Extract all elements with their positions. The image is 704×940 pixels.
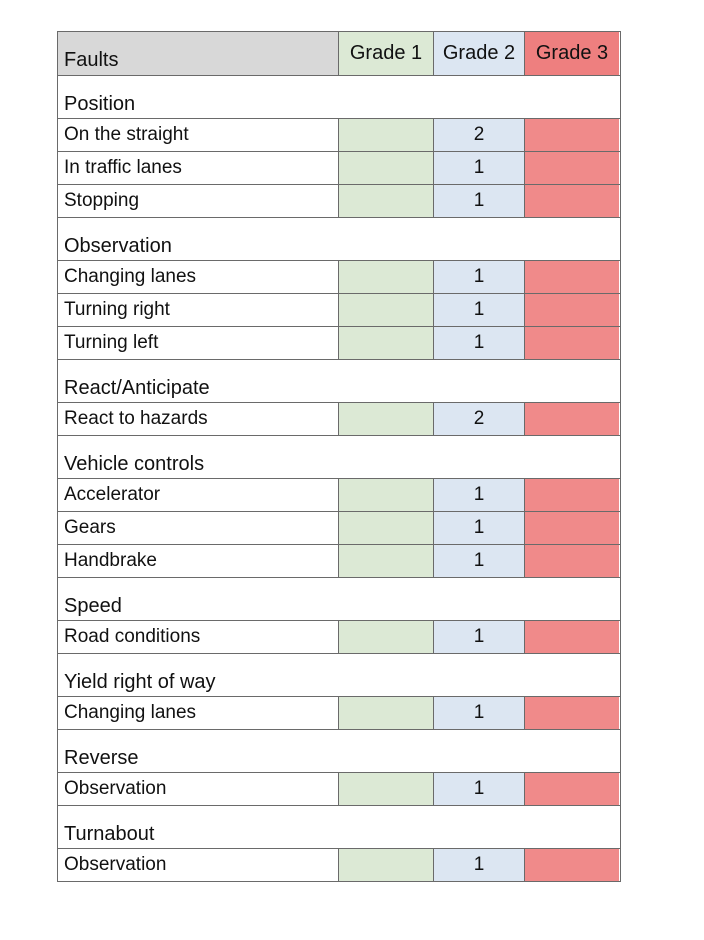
section-row [58,360,620,403]
grade-2-cell: 2 [434,403,525,435]
grade-1-cell [339,479,434,511]
table-row [58,261,620,294]
grade-2-cell: 1 [434,545,525,577]
section-title: Turnabout [64,823,155,845]
fault-label: Observation [58,773,339,805]
grade-3-cell [525,512,619,544]
fault-label: Road conditions [58,621,339,653]
section-title: Reverse [64,747,139,769]
fault-label: Changing lanes [58,261,339,293]
grade-3-cell [525,119,619,151]
table-row [58,294,620,327]
fault-label: Turning left [58,327,339,359]
grade-1-cell [339,119,434,151]
grade-2-cell: 2 [434,119,525,151]
grade-3-cell [525,327,619,359]
grade-1-cell [339,545,434,577]
section-row [58,654,620,697]
grade-1-cell [339,403,434,435]
header-grade-1: Grade 1 [339,32,434,75]
grade-3-cell [525,545,619,577]
grade-1-cell [339,849,434,881]
section-title: React/Anticipate [64,377,210,399]
grade-2-cell: 1 [434,294,525,326]
grade-2-cell: 1 [434,697,525,729]
grade-1-cell [339,773,434,805]
grade-2-cell: 1 [434,773,525,805]
fault-label: In traffic lanes [58,152,339,184]
grade-3-cell [525,152,619,184]
table-body [58,76,620,882]
table-row [58,152,620,185]
fault-label: Handbrake [58,545,339,577]
grade-3-cell [525,697,619,729]
section-row [58,806,620,849]
fault-label: React to hazards [58,403,339,435]
grade-1-cell [339,294,434,326]
table-header-row [58,32,620,76]
fault-label: Changing lanes [58,697,339,729]
table-row [58,621,620,654]
header-faults: Faults [58,32,339,75]
section-title: Speed [64,595,122,617]
grade-2-cell: 1 [434,512,525,544]
fault-label: Stopping [58,185,339,217]
grade-1-cell [339,621,434,653]
grade-3-cell [525,621,619,653]
grade-2-cell: 1 [434,261,525,293]
header-grade-3: Grade 3 [525,32,619,75]
grade-1-cell [339,185,434,217]
section-row [58,218,620,261]
grade-2-cell: 1 [434,185,525,217]
table-row [58,119,620,152]
table-row [58,545,620,578]
section-row [58,436,620,479]
grade-3-cell [525,294,619,326]
section-row [58,76,620,119]
grade-1-cell [339,512,434,544]
fault-label: Observation [58,849,339,881]
table-row [58,479,620,512]
grade-3-cell [525,479,619,511]
fault-label: Accelerator [58,479,339,511]
table-row [58,327,620,360]
grade-3-cell [525,773,619,805]
grade-3-cell [525,261,619,293]
grade-2-cell: 1 [434,152,525,184]
grade-2-cell: 1 [434,621,525,653]
section-title: Vehicle controls [64,453,205,475]
table-row [58,185,620,218]
grade-3-cell [525,185,619,217]
section-title: Position [64,93,136,115]
grade-2-cell: 1 [434,849,525,881]
grade-3-cell [525,849,619,881]
grade-1-cell [339,152,434,184]
grade-1-cell [339,327,434,359]
grade-2-cell: 1 [434,479,525,511]
table-row [58,773,620,806]
fault-label: Gears [58,512,339,544]
fault-grade-table [57,31,621,882]
table-row [58,849,620,882]
table-row [58,512,620,545]
grade-3-cell [525,403,619,435]
section-title: Observation [64,235,172,257]
fault-label: On the straight [58,119,339,151]
fault-label: Turning right [58,294,339,326]
header-grade-2: Grade 2 [434,32,525,75]
table-row [58,697,620,730]
table-row [58,403,620,436]
grade-1-cell [339,261,434,293]
section-row [58,730,620,773]
section-title: Yield right of way [64,671,216,693]
grade-1-cell [339,697,434,729]
section-row [58,578,620,621]
grade-2-cell: 1 [434,327,525,359]
